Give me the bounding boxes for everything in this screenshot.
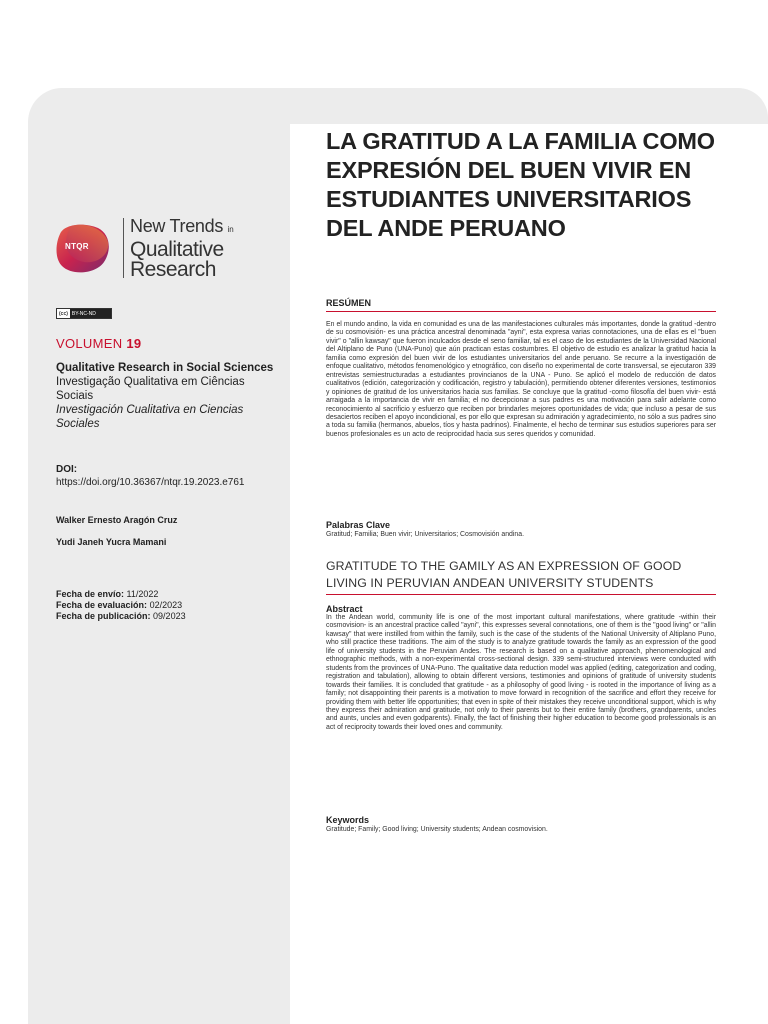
author-list bbox=[56, 514, 177, 558]
publication-date: 09/2023 bbox=[153, 611, 186, 621]
cc-license-terms: BY-NC-ND bbox=[70, 309, 111, 318]
author-name: Yudi Janeh Yucra Mamani bbox=[56, 537, 167, 547]
palabras-clave-heading: Palabras Clave bbox=[326, 520, 391, 530]
evaluation-date-label: Fecha de evaluación: bbox=[56, 600, 148, 610]
resumen-text: En el mundo andino, la vida en comunidad es una de las manifestaciones culturales más importantes, donde la gratitud -dentro de su cosmovisión- es una práctica ancestral denominada "ayni", esta expresa varias connotaciones, una de ellas es el "buen vivir" o "allin kawsay" que fueron inculcados desde el seno familiar, tal es el caso de los estudiantes de la Universidad Nacional del Altiplano de Puno (UNA-Puno) que aún practican estas costumbres. El objetivo de estudio es analizar la gratitud hacia la familia como expresión del buen vivir de los estudiantes universitarios del ande peruano. Se recurre a la investigación de enfoque cualitativo, métodos fenomenológico y etnográfico, con diseño no experimental de corte transversal, se ejecutaron 339 entrevistas semiestructuradas a estudiantes provincianos de la UNA - Puno. Se aplicó el modelo de reducción de datos cualitativos (edición, categorización y codificación, registro y tabulación), permitiendo obtener diferentes versiones, testimonios y opiniones de gratitud de los universitarios hacia sus familias. Se concluye que la gratitud -como filosofía del buen vivir- está arraigada a la importancia de vivir en familia; el no decepcionar a sus padres es una motivación para salir adelante como reconocimiento al sacrificio y esfuerzo que reciben por brindarles mejores oportunidades de vida; que incluso a pesar de sus desaciertos reciben el apoyo incondicional, es por ello que expresan su admiración y agradecimiento, no sólo a sus padres sino a toda su familia (hermanos, abuelos, tíos y hasta padrinos). Finalmente, el hecho de terminar sus estudios superiores para ser buenos profesionales es un acto de reciprocidad hacia sus seres queridos y comunidad. bbox=[326, 321, 716, 438]
logo-line3: Research bbox=[130, 258, 216, 281]
logo-wordmark bbox=[130, 216, 233, 280]
logo-line2: Qualitative bbox=[130, 238, 224, 261]
volume-word: VOLUMEN bbox=[56, 336, 123, 351]
journal-name-spanish: Investigación Cualitativa en Ciencias Sociales bbox=[56, 404, 244, 430]
journal-name-portuguese: Investigação Qualitativa em Ciências Sociais bbox=[56, 376, 245, 402]
author-name: Walker Ernesto Aragón Cruz bbox=[56, 515, 178, 525]
article-title: LA GRATITUD A LA FAMILIA COMO EXPRESIÓN DEL BUEN VIVIR EN ESTUDIANTES UNIVERSITARIOS DEL ANDE PERUANO bbox=[326, 128, 715, 241]
journal-name-english: Qualitative Research in Social Sciences bbox=[56, 362, 274, 374]
journal-logo bbox=[54, 214, 254, 284]
logo-abbreviation: NTQR bbox=[65, 242, 89, 251]
header-band bbox=[290, 88, 768, 124]
doi-link[interactable]: https://doi.org/10.36367/ntqr.19.2023.e761 bbox=[56, 477, 245, 488]
palabras-clave-text: Gratitud; Familia; Buen vivir; Universitarios; Cosmovisión andina. bbox=[326, 531, 524, 538]
volume-label bbox=[56, 336, 141, 351]
abstract-heading: Abstract bbox=[326, 604, 363, 614]
english-title: GRATITUDE TO THE GAMILY AS AN EXPRESSION OF GOOD LIVING IN PERUVIAN ANDEAN UNIVERSITY STUDENTS bbox=[326, 558, 716, 595]
doi-block bbox=[56, 463, 245, 489]
logo-divider bbox=[123, 218, 124, 278]
date-block bbox=[56, 589, 186, 622]
doi-label: DOI: bbox=[56, 464, 78, 475]
publication-date-label: Fecha de publicación: bbox=[56, 611, 151, 621]
keywords-text: Gratitude; Family; Good living; University students; Andean cosmovision. bbox=[326, 826, 548, 833]
keywords-heading: Keywords bbox=[326, 815, 370, 825]
journal-names bbox=[56, 361, 276, 431]
volume-number: 19 bbox=[126, 336, 142, 351]
logo-line1-small: in bbox=[227, 225, 234, 234]
submission-date-label: Fecha de envío: bbox=[56, 589, 125, 599]
logo-line1: New Trends bbox=[130, 216, 224, 236]
abstract-text: In the Andean world, community life is one of the most important cultural manifestations, where gratitude -within their cosmovision- is an ancestral practice called "ayni", this expresses several connotations, one of them is the "good living" or "allin kawsay" that were instilled from within the family, such is the case of the students of the National University of Altiplano Puno, who still practice these traditions. The aim of the study is to analyze gratitude towards the family as an expression of the good life of university students in the Peruvian Andes. The research is based on a qualitative approach, phenomenological and ethnographic methods, with a non-experimental cross-sectional design. 339 semi-structured interviews were conducted with students from the provinces of UNA-Puno. The qualitative data reduction model was applied (editing, categorization and coding, registration and tabulation), allowing to obtain different versions, testimonies and opinions of gratitude of university students towards their families. It is concluded that gratitude - as a philosophy of good living - is rooted in the importance of living as a family; not disappointing their parents is a motivation to move forward in recognition of the sacrifice and effort they receive for providing them with better life opportunities; that even in spite of their mistakes they receive unconditional support, which is why they express their admiration and gratitude, not only to their parents but to their entire family (brothers, grandparents, uncles and aunts, uncles and even godparents). Finally, the fact of finishing their higher education to become good professionals is an act of reciprocity towards their loved ones and community. bbox=[326, 614, 716, 731]
resumen-heading: RESÚMEN bbox=[326, 298, 716, 312]
cc-license-badge[interactable] bbox=[56, 308, 112, 319]
submission-date: 11/2022 bbox=[126, 589, 159, 599]
cc-icon: (cc) bbox=[59, 310, 68, 317]
evaluation-date: 02/2023 bbox=[149, 600, 183, 610]
